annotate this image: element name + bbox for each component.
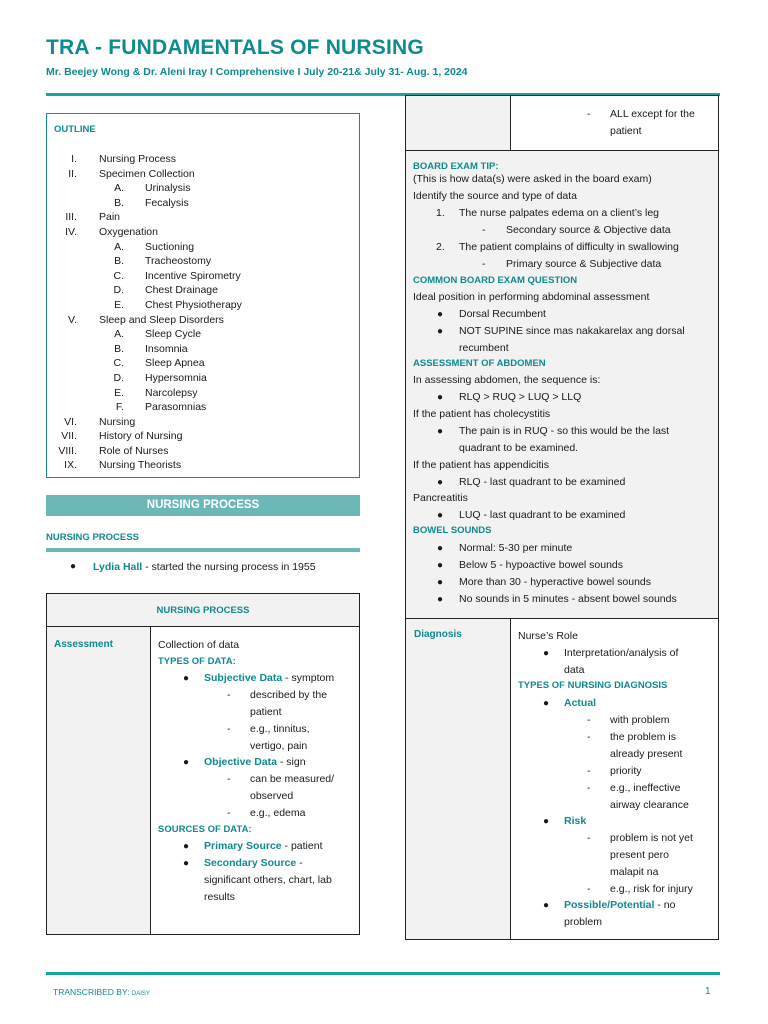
top-line-1: ALL except for the: [610, 108, 695, 120]
document-title: TRA - FUNDAMENTALS OF NURSING: [46, 36, 424, 59]
lydia-hall-text: - started the nursing process in 1955: [142, 561, 316, 573]
outline-item: [47, 196, 359, 211]
outline-item-label: Tracheostomy: [145, 255, 212, 268]
outline-item-label: Hypersomnia: [145, 371, 207, 384]
top-line-2: patient: [610, 125, 642, 137]
obj-line-1a: can be measured/: [250, 773, 335, 785]
risk-2: e.g., risk for injury: [610, 883, 693, 895]
outline-item-number: II.: [68, 167, 77, 180]
secondary-line-2: significant others, chart, lab: [204, 874, 332, 886]
common-question: Ideal position in performing abdominal assessment: [413, 291, 650, 303]
outline-item-label: Narcolepsy: [145, 386, 198, 399]
actual-4a: e.g., ineffective: [610, 782, 681, 794]
common-bullet-2a: NOT SUPINE since mas nakakarelax ang dorsal: [459, 325, 685, 337]
page-number: 1: [705, 986, 711, 997]
nursing-process-table: [46, 593, 360, 935]
nursing-process-heading: NURSING PROCESS: [46, 532, 139, 543]
risk-label: Risk: [564, 815, 587, 827]
abdomen-sequence-bullet: RLQ > RUQ > LUQ > LLQ: [459, 391, 582, 403]
subj-line-2b: vertigo, pain: [250, 740, 308, 752]
secondary-source-suffix: -: [296, 857, 303, 869]
interpretation-line-a: Interpretation/analysis of: [564, 647, 679, 659]
primary-source-label: Primary Source: [204, 840, 282, 852]
possible-2: problem: [564, 916, 602, 928]
blank-label-cell: [406, 96, 511, 151]
subjective-label: Subjective Data: [204, 672, 283, 684]
secondary-source-label: Secondary Source: [204, 857, 297, 869]
transcribed-label: TRANSCRIBED BY:: [53, 987, 130, 997]
outline-item-number: I.: [71, 153, 77, 165]
outline-item-number: III.: [65, 211, 77, 224]
outline-item-number: A.: [114, 240, 124, 253]
dash-icon: -: [587, 832, 591, 844]
outline-item-number: VIII.: [58, 444, 77, 457]
outline-item-label: Sleep Cycle: [145, 328, 202, 341]
outline-item-label: Sleep and Sleep Disorders: [99, 313, 224, 326]
appendicitis-bullet: RLQ - last quadrant to be examined: [459, 476, 626, 488]
assessment-content-cell: [151, 627, 359, 934]
outline-item-number: B.: [114, 342, 124, 355]
dash-icon: -: [227, 807, 231, 819]
subj-line-1b: patient: [250, 706, 282, 718]
outline-item-label: Specimen Collection: [99, 167, 195, 180]
obj-line-2: e.g., edema: [250, 807, 306, 819]
bullet-icon: ●: [437, 510, 444, 521]
common-bullet-2b: recumbent: [459, 342, 509, 354]
cholecystitis-text: If the patient has cholecystitis: [413, 408, 551, 420]
outline-item-label: Fecalysis: [145, 196, 189, 209]
outline-item-label: Parasomnias: [145, 401, 207, 414]
dash-icon: -: [587, 714, 591, 726]
outline-item: [47, 225, 359, 240]
nurse-role: Nurse’s Role: [518, 630, 578, 642]
board-exam-tip-cell: [406, 151, 718, 619]
outline-item: [47, 152, 359, 167]
outline-item: [47, 371, 359, 386]
outline-item-number: IX.: [64, 459, 77, 472]
outline-item-label: Sleep Apnea: [145, 357, 205, 370]
outline-item-label: Nursing: [99, 415, 136, 428]
bullet-icon: ●: [183, 841, 190, 852]
tip-question-2: The patient complains of difficulty in swallowing: [459, 241, 679, 253]
bullet-icon: ●: [183, 858, 190, 869]
subjective-line: [204, 670, 334, 687]
outline-item-number: E.: [114, 386, 124, 399]
tip-answer-2: Primary source & Subjective data: [506, 258, 662, 270]
bullet-icon: ●: [543, 900, 550, 911]
dash-icon: -: [587, 108, 591, 120]
outline-item: [47, 313, 359, 328]
primary-source-line: [204, 838, 322, 855]
outline-item-label: Chest Drainage: [145, 284, 218, 297]
appendicitis-text: If the patient has appendicitis: [413, 459, 550, 471]
table-header: NURSING PROCESS: [47, 594, 359, 627]
bullet-icon: ●: [543, 816, 550, 827]
assessment-label: Assessment: [54, 639, 113, 650]
bowel-sound-4: No sounds in 5 minutes - absent bowel sounds: [459, 593, 677, 605]
outline-item-label: Nursing Process: [99, 153, 177, 165]
primary-source-suffix: - patient: [281, 840, 323, 852]
bullet-icon: ●: [183, 757, 190, 768]
outline-item: [47, 429, 359, 444]
outline-item: [47, 240, 359, 255]
outline-item-label: Pain: [99, 211, 121, 224]
continued-content-cell: [511, 96, 718, 151]
outline-item: [47, 342, 359, 357]
obj-line-1b: observed: [250, 790, 294, 802]
tip-note: (This is how data(s) were asked in the board exam): [413, 173, 652, 185]
interpretation-line-b: data: [564, 664, 585, 676]
actual-4b: airway clearance: [610, 799, 689, 811]
outline-item-label: Nursing Theorists: [99, 459, 182, 472]
outline-item: [47, 444, 359, 459]
outline-item-number: A.: [114, 182, 124, 195]
objective-label: Objective Data: [204, 756, 277, 768]
tip-heading: BOARD EXAM TIP:: [413, 161, 499, 172]
dash-icon: -: [227, 723, 231, 735]
possible-line: [564, 897, 675, 914]
bullet-icon: ●: [70, 561, 77, 572]
outline-item-number: B.: [114, 196, 124, 209]
outline-item-number: D.: [113, 284, 124, 297]
common-question-heading: COMMON BOARD EXAM QUESTION: [413, 275, 578, 286]
outline-item: [47, 167, 359, 182]
diagnosis-types-heading: TYPES OF NURSING DIAGNOSIS: [518, 680, 668, 691]
outline-item: [47, 181, 359, 196]
tip-question-1: The nurse palpates edema on a client’s leg: [459, 207, 660, 219]
assessment-label-cell: [47, 627, 151, 934]
outline-list: [47, 152, 359, 473]
risk-1c: malapit na: [610, 866, 659, 878]
actual-2b: already present: [610, 748, 683, 760]
outline-item-number: F.: [115, 401, 124, 414]
outline-item: [47, 458, 359, 473]
outline-box: [46, 113, 360, 478]
diagnosis-label-cell: [406, 619, 511, 939]
nursing-process-divider: [46, 548, 360, 552]
common-bullet-1: Dorsal Recumbent: [459, 308, 546, 320]
assessment-continued-table: [405, 95, 719, 940]
subj-line-2a: e.g., tinnitus,: [250, 723, 310, 735]
outline-item-label: Suctioning: [145, 240, 195, 253]
objective-suffix: - sign: [276, 756, 306, 768]
outline-item: [47, 298, 359, 313]
nursing-process-banner: NURSING PROCESS: [46, 495, 360, 516]
secondary-line-3: results: [204, 891, 235, 903]
actual-1: with problem: [610, 714, 670, 726]
possible-label: Possible/Potential: [564, 899, 655, 911]
bowel-sound-1: Normal: 5-30 per minute: [459, 542, 573, 554]
cholecystitis-bullet-2: quadrant to be examined.: [459, 442, 579, 454]
transcriber-name: DAISY: [131, 991, 150, 997]
dash-icon: -: [587, 782, 591, 794]
sources-heading: SOURCES OF DATA:: [158, 824, 252, 835]
bullet-icon: ●: [437, 560, 444, 571]
tip-answer-1: Secondary source & Objective data: [506, 224, 671, 236]
dash-icon: -: [227, 689, 231, 701]
tip-identify: Identify the source and type of data: [413, 190, 578, 202]
bullet-icon: ●: [543, 698, 550, 709]
outline-title: OUTLINE: [54, 124, 96, 135]
risk-1a: problem is not yet: [610, 832, 693, 844]
outline-item-number: C.: [113, 357, 124, 370]
outline-item-label: Urinalysis: [145, 182, 191, 195]
list-number: 1.: [436, 207, 445, 219]
subj-line-1a: described by the: [250, 689, 328, 701]
dash-icon: -: [482, 224, 486, 236]
outline-item: [47, 210, 359, 225]
outline-item-label: History of Nursing: [99, 430, 183, 443]
pancreatitis-bullet: LUQ - last quadrant to be examined: [459, 509, 626, 521]
outline-item-label: Insomnia: [145, 342, 188, 355]
bowel-sound-3: More than 30 - hyperactive bowel sounds: [459, 576, 652, 588]
document-subtitle: Mr. Beejey Wong & Dr. Aleni Iray I Comprehensive I July 20-21& July 31- Aug. 1, 2024: [46, 66, 468, 78]
outline-item: [47, 400, 359, 415]
types-heading: TYPES OF DATA:: [158, 656, 236, 667]
bullet-icon: ●: [437, 543, 444, 554]
objective-line: [204, 754, 306, 771]
bullet-icon: ●: [437, 326, 444, 337]
outline-item-label: Role of Nurses: [99, 444, 169, 457]
secondary-source-line: [204, 855, 303, 872]
list-number: 2.: [436, 241, 445, 253]
outline-item-number: D.: [113, 371, 124, 384]
bullet-icon: ●: [437, 477, 444, 488]
bullet-icon: ●: [183, 673, 190, 684]
actual-2a: the problem is: [610, 731, 676, 743]
dash-icon: -: [227, 773, 231, 785]
abdomen-heading: ASSESSMENT OF ABDOMEN: [413, 358, 546, 369]
outline-item-number: IV.: [65, 225, 77, 238]
outline-item: [47, 415, 359, 430]
lydia-hall-name: Lydia Hall: [93, 561, 143, 573]
abdomen-sequence: In assessing abdomen, the sequence is:: [413, 374, 601, 386]
diagnosis-content-cell: [511, 619, 718, 939]
outline-item-number: C.: [113, 269, 124, 282]
footer-divider: [46, 972, 720, 975]
pancreatitis-text: Pancreatitis: [413, 492, 468, 504]
diagnosis-label: Diagnosis: [414, 629, 462, 640]
outline-item-label: Oxygenation: [99, 225, 158, 238]
bullet-icon: ●: [437, 426, 444, 437]
outline-item: [47, 327, 359, 342]
dash-icon: -: [587, 731, 591, 743]
actual-3: priority: [610, 765, 642, 777]
outline-item-number: VII.: [61, 430, 77, 443]
bowel-sound-2: Below 5 - hypoactive bowel sounds: [459, 559, 624, 571]
outline-item: [47, 269, 359, 284]
outline-item-number: VI.: [64, 415, 77, 428]
outline-item: [47, 283, 359, 298]
outline-item-label: Incentive Spirometry: [145, 269, 241, 282]
bullet-icon: ●: [437, 392, 444, 403]
dash-icon: -: [587, 765, 591, 777]
outline-item-number: V.: [68, 313, 77, 326]
bullet-icon: ●: [543, 648, 550, 659]
outline-item-label: Chest Physiotherapy: [145, 298, 242, 311]
cholecystitis-bullet-1: The pain is in RUQ - so this would be the last: [459, 425, 670, 437]
collection-text: Collection of data: [158, 639, 240, 651]
bullet-icon: ●: [437, 577, 444, 588]
risk-1b: present pero: [610, 849, 669, 861]
dash-icon: -: [482, 258, 486, 270]
subjective-suffix: - symptom: [282, 672, 335, 684]
bullet-icon: ●: [437, 594, 444, 605]
dash-icon: -: [587, 883, 591, 895]
possible-suffix: - no: [654, 899, 676, 911]
bowel-sounds-heading: BOWEL SOUNDS: [413, 525, 492, 536]
outline-item-number: A.: [114, 328, 124, 341]
outline-item: [47, 356, 359, 371]
footer-credit: [53, 987, 150, 997]
outline-item: [47, 386, 359, 401]
outline-item-number: E.: [114, 298, 124, 311]
outline-item: [47, 254, 359, 269]
actual-label: Actual: [564, 697, 597, 709]
outline-item-number: B.: [114, 255, 124, 268]
bullet-icon: ●: [437, 309, 444, 320]
